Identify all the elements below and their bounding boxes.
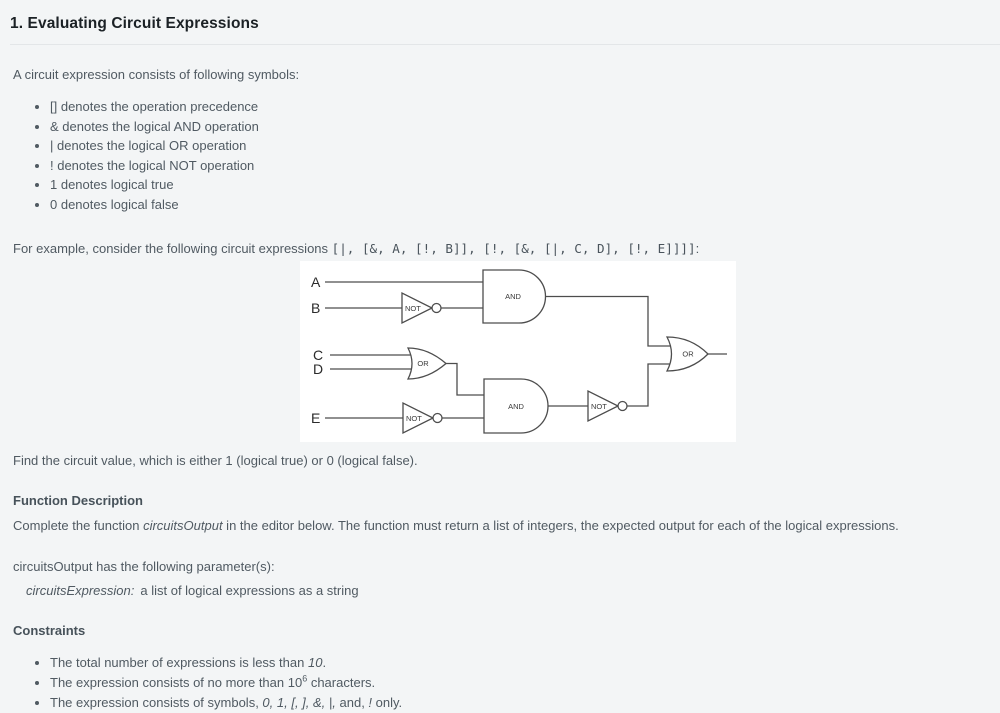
symbols-list: [13, 97, 987, 214]
and-gate-top-label: AND: [505, 291, 521, 301]
function-description-text: Complete the function circuitsOutput in the editor below. The function must return a list of integers, the expected output for each of the logical expressions.: [13, 517, 899, 533]
input-label-a: A: [311, 273, 321, 290]
not-gate-b: [402, 293, 483, 323]
constraint-item: • The expression consists of symbols, 0, 1, [, ], &, |, and, ! only.: [50, 693, 987, 713]
parameter-desc: a list of logical expressions as a string: [140, 582, 359, 598]
intro-text: A circuit expression consists of following symbols:: [13, 67, 300, 82]
or-gate-cd: [408, 348, 446, 379]
not-gate-e-label: NOT: [406, 413, 422, 423]
parameters-intro: circuitsOutput has the following parameter(s):: [13, 559, 275, 575]
input-label-b: B: [311, 299, 321, 316]
and-gate-bottom: [484, 379, 548, 433]
not-gate-mid-label: NOT: [591, 401, 607, 411]
circuit-diagram: [300, 261, 736, 442]
function-description-heading: Function Description: [13, 493, 143, 509]
wire-and-top-to-or: [546, 296, 671, 346]
circuit-diagram-svg: [300, 261, 736, 442]
input-label-d: D: [313, 360, 324, 377]
constraint-item: • The expression consists of no more than $10^6$ characters.: [50, 673, 987, 693]
symbol-item: • [] denotes the operation precedence: [50, 97, 987, 117]
or-gate-final: [667, 337, 708, 371]
symbol-item: • 0 denotes logical false: [50, 195, 987, 215]
or-gate-final-label: OR: [682, 349, 694, 359]
and-gate-top: [483, 270, 546, 323]
or-gate-cd-label: OR: [417, 358, 429, 368]
symbol-item: • ! denotes the logical NOT operation: [50, 156, 987, 176]
not-gate-e: [403, 403, 484, 433]
title-divider: [10, 44, 1000, 45]
problem-content: [0, 66, 1000, 713]
symbol-item: • | denotes the logical OR operation: [50, 136, 987, 156]
constraint-item: • The total number of expressions is less than 10.: [50, 653, 987, 673]
constraints-heading: Constraints: [13, 623, 86, 639]
symbol-item: • 1 denotes logical true: [50, 175, 987, 195]
not-gate-mid: [588, 364, 670, 421]
input-label-e: E: [311, 409, 321, 426]
page-title: 1. Evaluating Circuit Expressions: [10, 15, 259, 32]
wire-or-cd-to-and: [446, 363, 484, 395]
constraints-list: [13, 653, 987, 713]
parameter-item: [13, 582, 987, 600]
input-label-c: C: [313, 346, 324, 363]
not-gate-b-label: NOT: [405, 303, 421, 313]
find-value-text: Find the circuit value, which is either 1 (logical true) or 0 (logical false).: [13, 452, 418, 468]
symbol-item: • & denotes the logical AND operation: [50, 117, 987, 137]
and-gate-bottom-label: AND: [508, 401, 524, 411]
parameter-name: circuitsExpression:: [26, 582, 135, 598]
example-text: For example, consider the following circuit expressions [|, [&, A, [!, B]], [!, [&, [|, C, D], [!, E]]]]:: [13, 241, 700, 257]
